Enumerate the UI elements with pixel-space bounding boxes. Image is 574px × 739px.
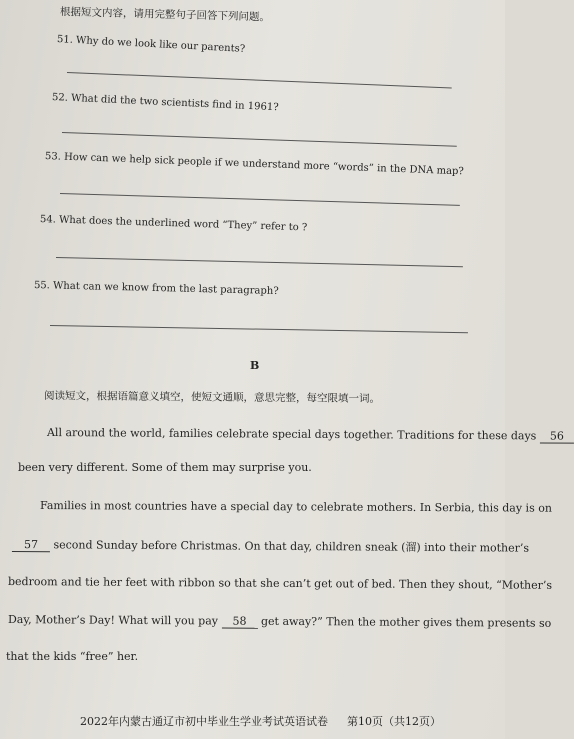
passage-line-3: Families in most countries have a special day to celebrate mothers. In Serbia, this day is on — [39, 499, 552, 515]
blank-58[interactable]: 58 — [221, 614, 257, 628]
answer-line-51[interactable] — [67, 72, 452, 88]
section-b-title: B — [250, 359, 260, 372]
passage-line-7: that the kids “free” her. — [6, 650, 139, 663]
answer-line-54[interactable] — [56, 257, 463, 267]
exam-title: 2022年内蒙古通辽市初中毕业生学业考试英语试卷 — [80, 715, 328, 728]
answer-line-53[interactable] — [60, 193, 460, 206]
passage-line-5: bedroom and tie her feet with ribbon so that she can’t get out of bed. Then they shout, “Mother’s — [7, 575, 553, 592]
question-53: 53. How can we help sick people if we understand more “words” in the DNA map? — [44, 151, 464, 178]
blank-57[interactable]: 57 — [12, 538, 50, 552]
section-a-instruction: 根据短文内容，请用完整句子回答下列问题。 — [59, 6, 271, 24]
passage-line-1: All around the world, families celebrate special days together. Traditions for these days 56 — [47, 426, 574, 444]
answer-line-55[interactable] — [50, 325, 468, 333]
blank-56[interactable]: 56 — [540, 429, 574, 443]
footer — [80, 713, 441, 729]
passage-line-4: 57 second Sunday before Christmas. On that day, children sneak (溜) into their mother’s — [12, 536, 529, 556]
answer-line-52[interactable] — [62, 132, 457, 147]
passage-line-2: been very different. Some of them may surprise you. — [18, 461, 312, 474]
question-52: 52. What did the two scientists find in 1961? — [51, 92, 279, 114]
page-number: 第10页（共12页） — [347, 715, 441, 728]
passage-line-6: Day, Mother’s Day! What will you pay 58 get away?” Then the mother gives them presents so — [7, 613, 552, 630]
question-51: 51. Why do we look like our parents? — [56, 34, 246, 55]
section-b-instruction: 阅读短文，根据语篇意义填空，使短文通顺，意思完整，每空限填一词。 — [43, 390, 381, 405]
question-55: 55. What can we know from the last paragraph? — [33, 280, 279, 297]
question-54: 54. What does the underlined word “They” refer to ? — [39, 214, 308, 234]
